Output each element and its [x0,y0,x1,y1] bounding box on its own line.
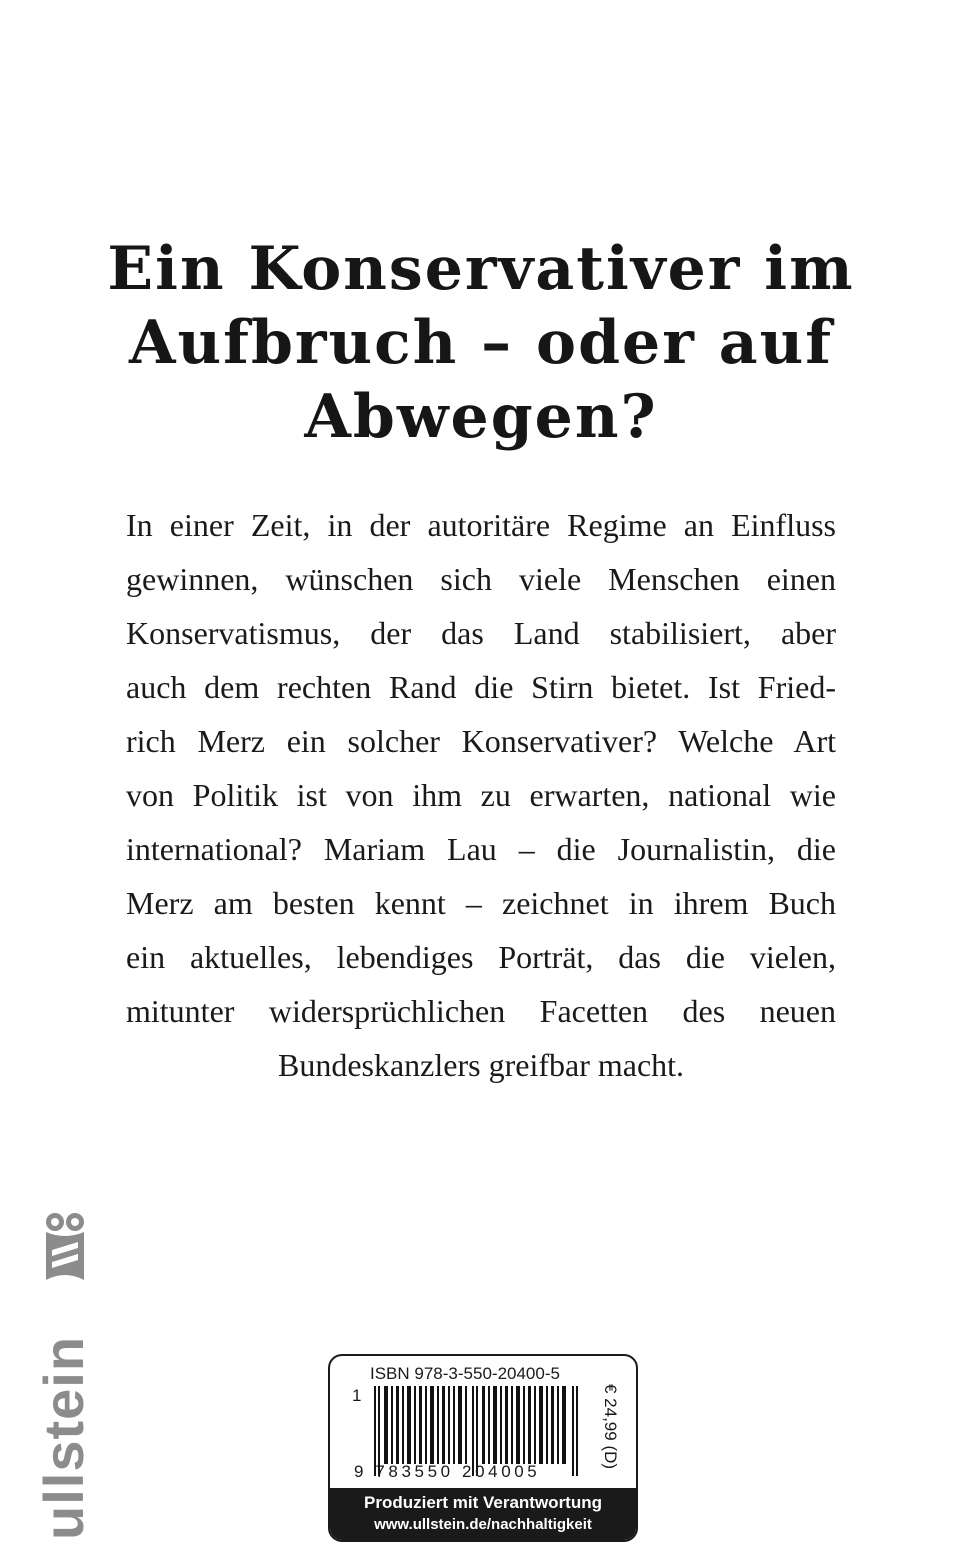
blurb-line: rich Merz ein solcher Konservativer? Welche Art [126,723,836,759]
headline-line: Abwegen? [304,382,658,452]
headline-line: Ein Konservativer im [107,234,855,304]
blurb-line: gewinnen, wünschen sich viele Menschen einen [126,561,836,597]
ean-digits: 9 783550 204005 [354,1462,541,1481]
blurb-line: Merz am besten kennt – zeichnet in ihrem Buch [126,885,836,921]
publisher-name: ullstein [32,1335,95,1540]
barcode-label [328,1354,638,1542]
price-label [600,1384,624,1476]
owl-icon [42,1210,88,1284]
publisher-logo [32,1210,95,1540]
notice-line: Produziert mit Verantwortung [363,1493,603,1512]
headline [80,232,882,454]
blurb-text [126,498,836,1092]
blurb-line: international? Mariam Lau – die Journalistin, die [126,831,836,867]
notice-url: www.ullstein.de/nachhaltigkeit [374,1516,592,1533]
blurb-line: von Politik ist von ihm zu erwarten, national wie [126,777,836,813]
barcode-addon-digit: 1 [352,1386,362,1405]
blurb-line: auch dem rechten Rand die Stirn bietet. Ist Fried- [126,669,836,705]
isbn-number: ISBN 978-3-550-20400-5 [370,1364,560,1383]
blurb-line: Konservatismus, der das Land stabilisiert, aber [126,615,836,651]
sustainability-notice [330,1488,636,1540]
blurb-line: In einer Zeit, in der autoritäre Regime an Einfluss [126,507,836,543]
blurb-line: Bundeskanzlers greifbar macht. [277,1047,685,1083]
blurb-line: ein aktuelles, lebendiges Porträt, das die vielen, [126,939,836,975]
headline-line: Aufbruch – oder auf [128,308,834,378]
price-text: € 24,99 (D) [601,1384,620,1470]
blurb-line: mitunter widersprüchlichen Facetten des neuen [126,993,836,1029]
